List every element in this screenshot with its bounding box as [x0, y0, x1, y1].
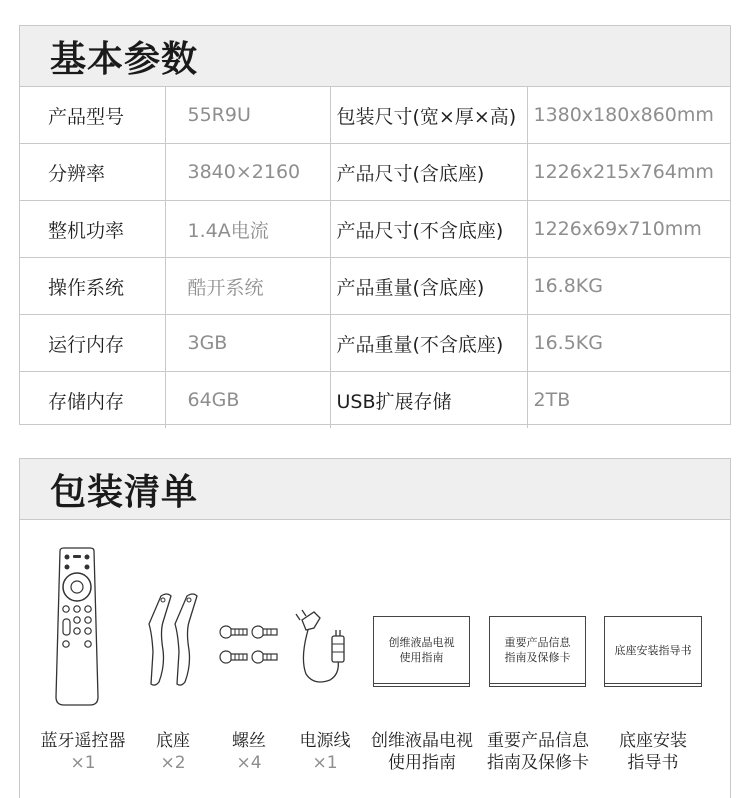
item-name-line2: 使用指南: [388, 753, 456, 773]
package-header: [20, 459, 730, 520]
spec-label: 分辨率: [20, 144, 165, 201]
spec-label: 操作系统: [20, 258, 165, 315]
package-item-caption: [138, 730, 208, 774]
spec-value: 3840×2160: [165, 144, 330, 201]
booklet-text: 底座安装指导书: [614, 643, 692, 657]
spec-value: 1.4A电流: [165, 201, 330, 258]
spec-label: 整机功率: [20, 201, 165, 258]
package-item-caption: [600, 730, 706, 774]
specs-header: [20, 26, 730, 87]
package-item-caption: [480, 730, 596, 774]
warranty-card-icon: [489, 616, 586, 684]
booklet-text: 重要产品信息 指南及保修卡: [504, 636, 571, 664]
package-title: 包装清单: [50, 471, 199, 513]
item-name: 电源线: [299, 731, 351, 751]
item-name: 重要产品信息: [487, 731, 589, 751]
spec-row: [20, 144, 730, 201]
package-item-caption: [364, 730, 480, 774]
spec-label: 产品尺寸(含底座): [330, 144, 527, 201]
spec-row: [20, 201, 730, 258]
spec-row: [20, 258, 730, 315]
spec-label: 产品尺寸(不含底座): [330, 201, 527, 258]
screws-icon: [217, 623, 279, 667]
manual-booklet-icon: [373, 616, 470, 684]
spec-label: 存储内存: [20, 372, 165, 429]
spec-value: 1226x69x710mm: [527, 201, 730, 258]
item-name: 螺丝: [232, 731, 266, 751]
package-item-caption: [36, 730, 130, 774]
remote-control-icon: [52, 547, 102, 707]
spec-value: 2TB: [527, 372, 730, 429]
stand-legs-icon: [143, 592, 209, 688]
package-item-caption: [287, 730, 363, 774]
spec-value: 1380x180x860mm: [533, 104, 714, 126]
spec-value: 16.5KG: [527, 315, 730, 372]
item-name: 创维液晶电视: [371, 731, 473, 751]
spec-label: 产品重量(含底座): [330, 258, 527, 315]
spec-row: [20, 372, 730, 429]
stand-guide-icon: [604, 616, 702, 684]
spec-row: [20, 87, 730, 144]
spec-label: 运行内存: [20, 315, 165, 372]
item-qty: ×1: [312, 753, 338, 773]
spec-label: 包装尺寸(宽×厚×高): [330, 87, 527, 144]
item-name-line2: 指南及保修卡: [487, 753, 589, 773]
spec-value: 64GB: [165, 372, 330, 429]
specs-table: [20, 87, 730, 428]
specs-section: [19, 25, 731, 425]
item-name-line2: 指导书: [627, 753, 679, 773]
specs-title: 基本参数: [50, 38, 199, 80]
spec-value: 16.8KG: [527, 258, 730, 315]
item-name: 蓝牙遥控器: [40, 731, 126, 751]
power-cord-icon: [292, 608, 352, 688]
spec-label: 产品型号: [20, 87, 165, 144]
spec-label: USB扩展存储: [330, 372, 527, 429]
package-item-caption: [214, 730, 284, 774]
booklet-text: 创维液晶电视 使用指南: [388, 636, 455, 664]
item-name: 底座: [156, 731, 190, 751]
spec-value: 55R9U: [165, 87, 330, 144]
item-qty: ×1: [70, 753, 96, 773]
spec-value: 酷开系统: [165, 258, 330, 315]
item-name: 底座安装: [619, 731, 687, 751]
item-qty: ×2: [160, 753, 186, 773]
spec-label: 产品重量(不含底座): [330, 315, 527, 372]
item-qty: ×4: [236, 753, 262, 773]
spec-value: 3GB: [165, 315, 330, 372]
spec-value: 1226x215x764mm: [527, 144, 730, 201]
spec-row: [20, 315, 730, 372]
